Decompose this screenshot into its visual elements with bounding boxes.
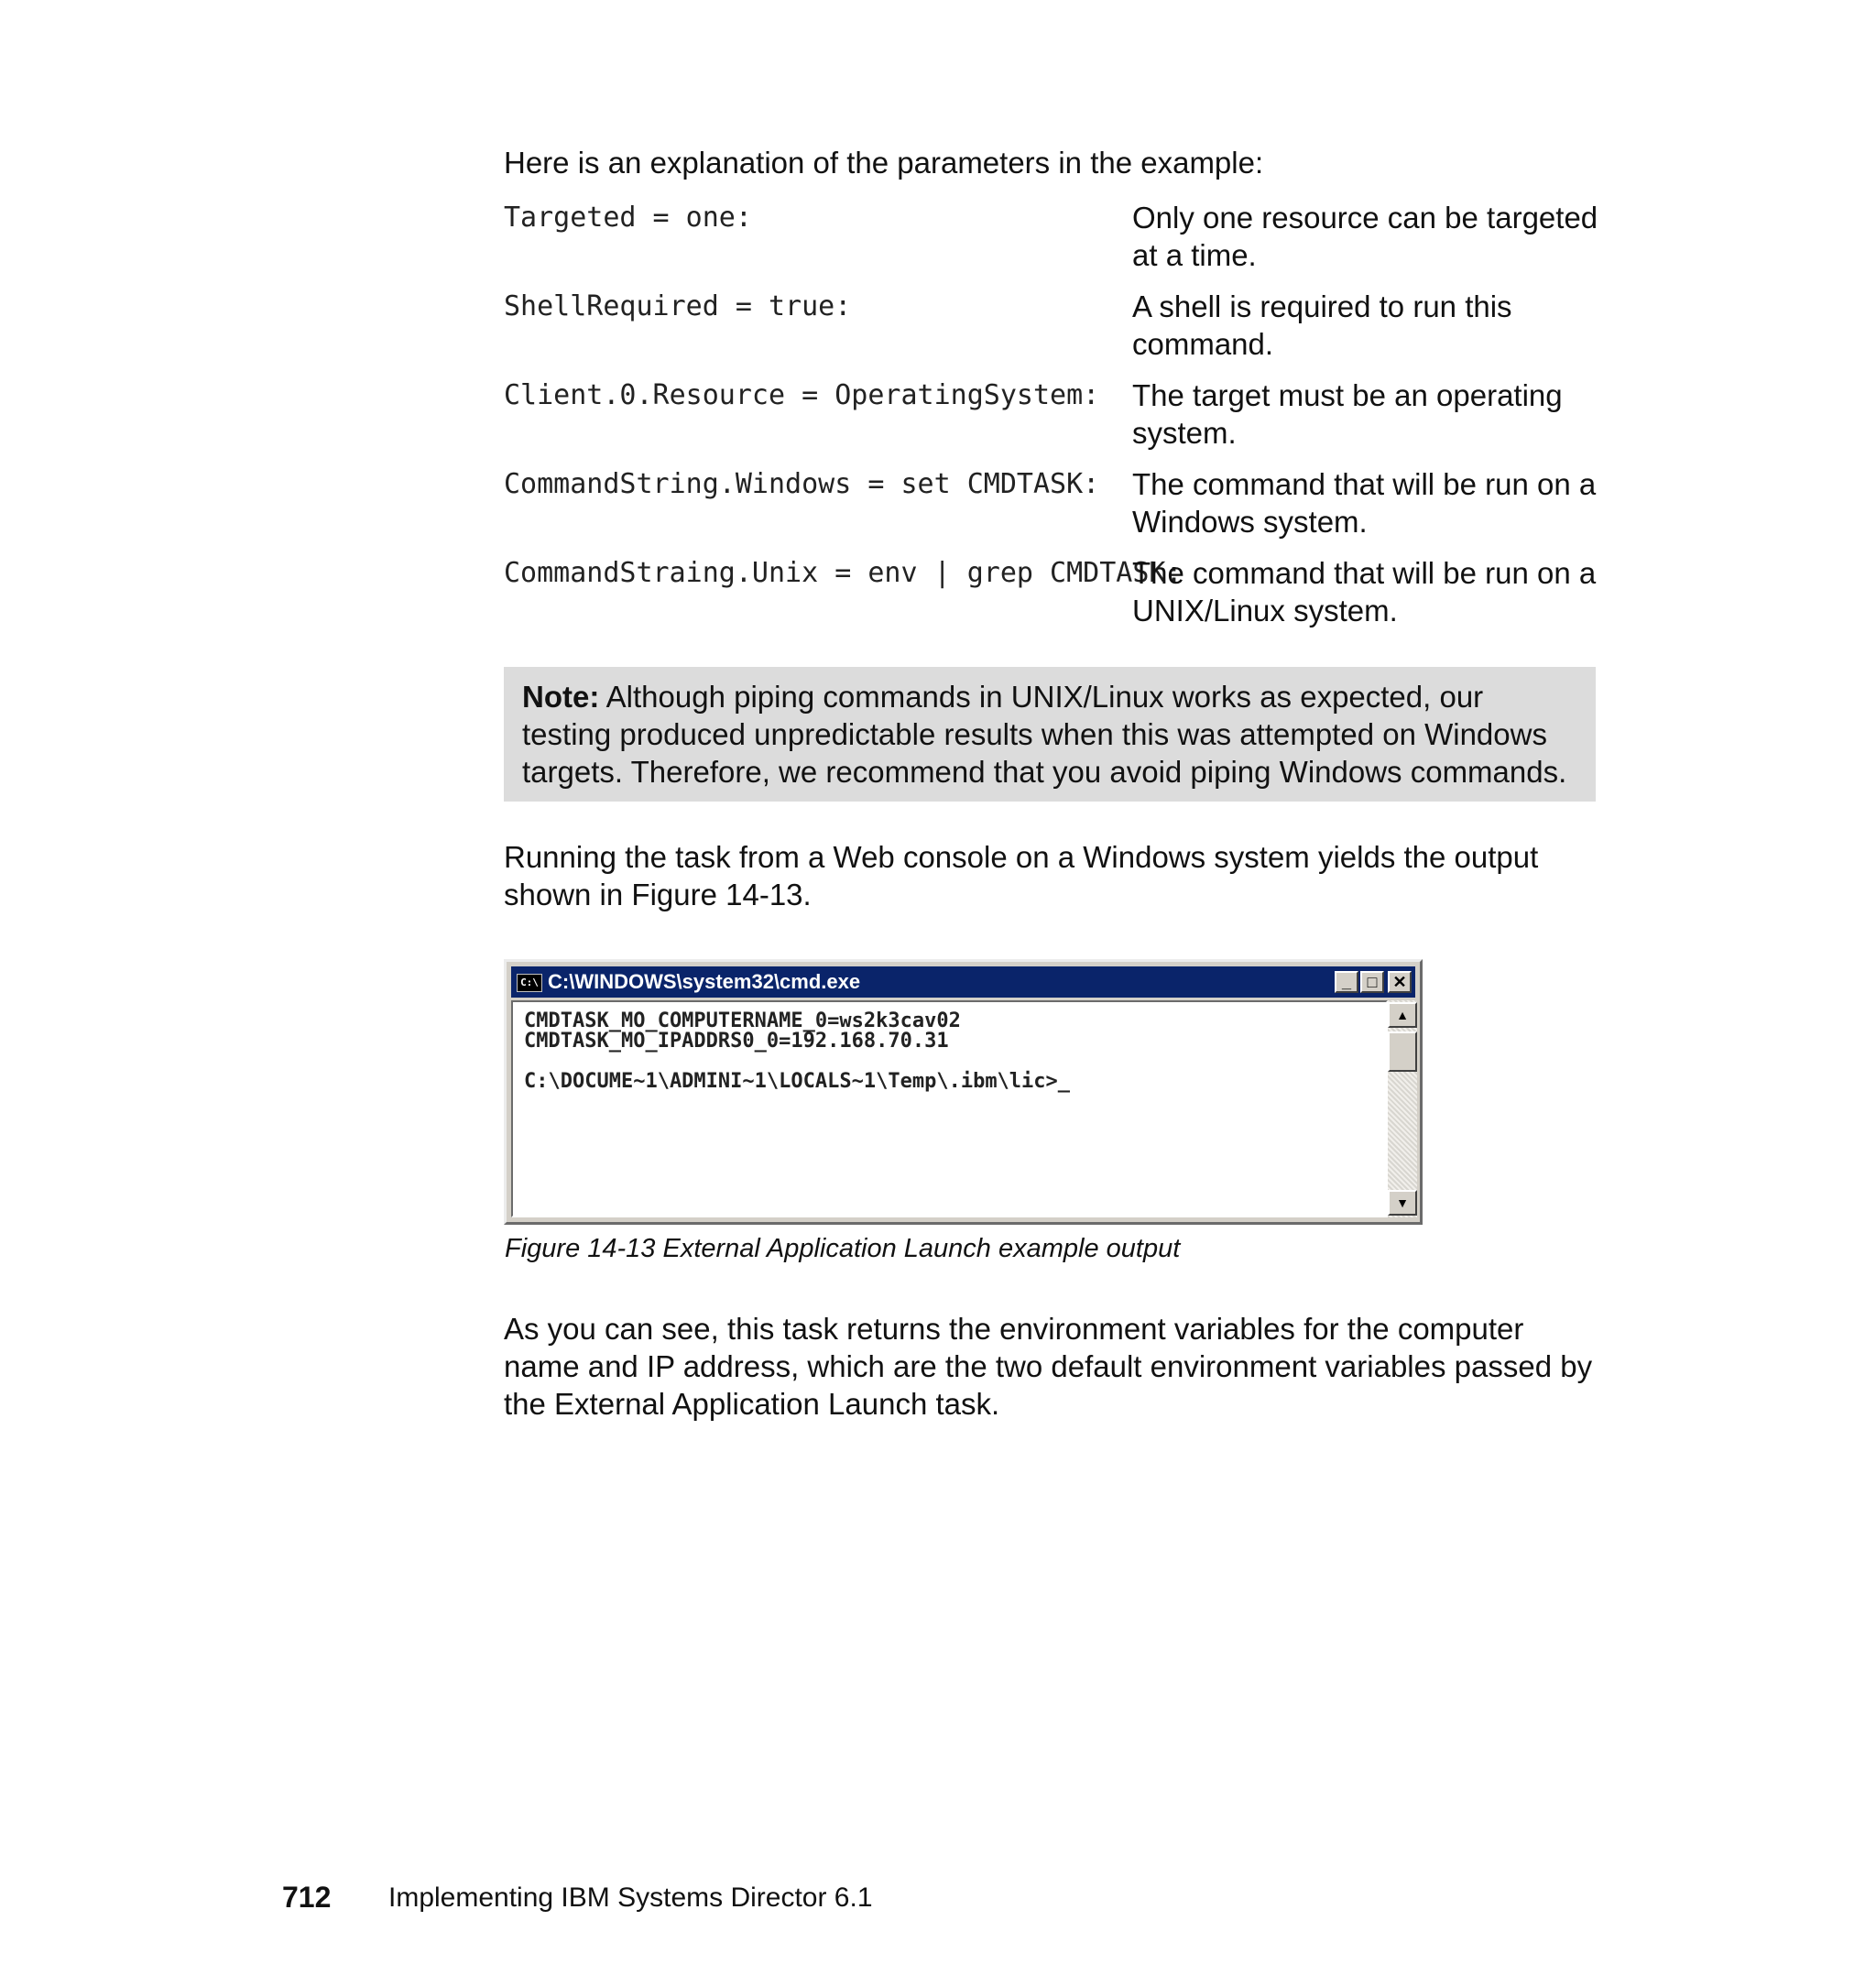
console-line: CMDTASK_MO_COMPUTERNAME_0=ws2k3cav02 <box>524 1009 961 1032</box>
param-description: Only one resource can be targeted at a time. <box>1132 201 1598 272</box>
close-icon[interactable]: ✕ <box>1388 971 1412 993</box>
param-code: CommandString.Windows = set CMDTASK: <box>504 468 1100 500</box>
scroll-up-icon[interactable]: ▲ <box>1388 1002 1417 1028</box>
intro-paragraph: Here is an explanation of the parameters in the example: <box>504 146 1264 180</box>
note-label: Note: <box>522 680 600 714</box>
note-text: Although piping commands in UNIX/Linux works as expected, our testing produced unpredictable results when this was attempted on Windows targets. Therefore, we recommend that you avoid piping Windows commands. <box>522 680 1567 789</box>
param-description: The target must be an operating system. <box>1132 378 1563 450</box>
console-line: CMDTASK_MO_IPADDRS0_0=192.168.70.31 <box>524 1030 949 1053</box>
param-code: Targeted = one: <box>504 202 752 234</box>
param-code: ShellRequired = true: <box>504 290 852 322</box>
figure-caption: Figure 14-13 External Application Launch example output <box>505 1234 1181 1263</box>
scroll-down-icon[interactable]: ▼ <box>1388 1190 1417 1216</box>
cmd-window-icon: C:\ <box>517 974 542 992</box>
param-code: Client.0.Resource = OperatingSystem: <box>504 379 1100 411</box>
param-description: A shell is required to run this command. <box>1132 289 1512 361</box>
book-title: Implementing IBM Systems Director 6.1 <box>388 1882 873 1913</box>
conclusion-paragraph: As you can see, this task returns the environment variables for the computer name and IP address, which are the two default environment variables passed by the External Application Launch task. <box>504 1312 1593 1421</box>
vertical-scrollbar[interactable] <box>1388 1000 1417 1217</box>
cmd-window-title: C:\WINDOWS\system32\cmd.exe <box>548 970 861 993</box>
minimize-icon[interactable]: _ <box>1335 971 1358 993</box>
param-description: The command that will be run on a UNIX/Linux system. <box>1132 556 1597 627</box>
param-description: The command that will be run on a Windows system. <box>1132 467 1597 539</box>
page-number: 712 <box>282 1881 332 1914</box>
output-intro-paragraph: Running the task from a Web console on a Windows system yields the output shown in Figure 14-13. <box>504 840 1539 911</box>
console-prompt-line: C:\DOCUME~1\ADMINI~1\LOCALS~1\Temp\.ibm\lic>_ <box>524 1070 1071 1093</box>
cmd-window-figure <box>504 959 1423 1225</box>
note-box <box>504 667 1596 802</box>
cmd-title-bar[interactable] <box>511 966 1415 998</box>
scrollbar-thumb[interactable] <box>1388 1031 1417 1072</box>
maximize-icon[interactable]: □ <box>1360 971 1384 993</box>
console-output[interactable] <box>511 1000 1388 1217</box>
param-code: CommandStraing.Unix = env | grep CMDTASK: <box>504 557 1183 589</box>
